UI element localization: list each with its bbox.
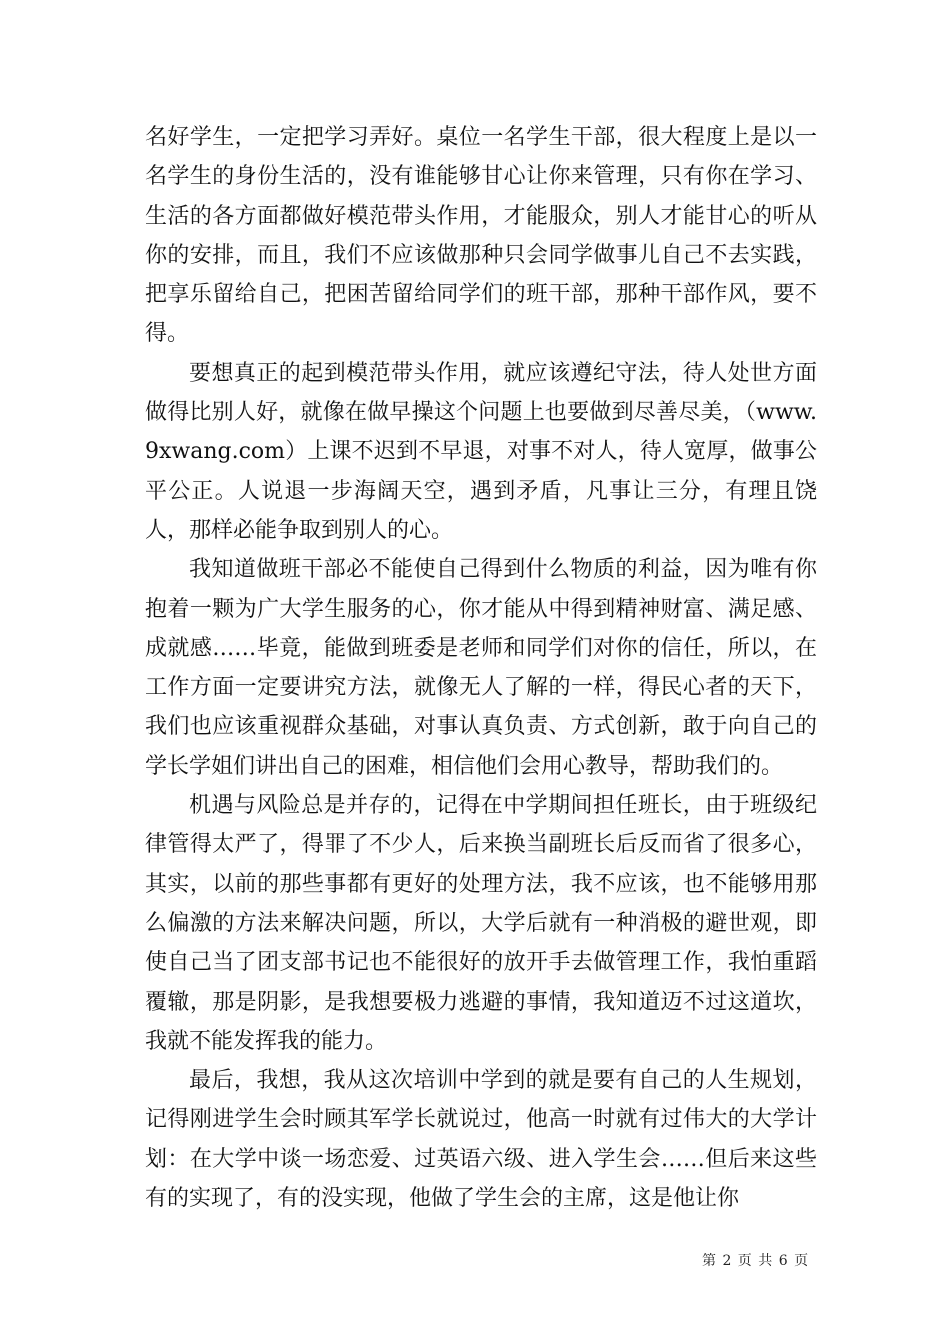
paragraph-3: 我知道做班干部必不能使自己得到什么物质的利益，因为唯有你抱着一颗为广大学生服务的心，你才能从中得到精神财富、满足感、成就感……毕竟，能做到班委是老师和同学们对你的信任，所以，在工作方面一定要讲究方法，就像无人了解的一样，得民心者的天下，我们也应该重视群众基础，对事认真负责、方式创新，敢于向自己的学长学姐们讲出自己的困难，相信他们会用心教导，帮助我们的。 xyxy=(145,557,817,779)
paragraph-2: 要想真正的起到模范带头作用，就应该遵纪守法，待人处世方面做得比别人好，就像在做早操这个问题上也要做到尽善尽美，（www.9xwang.com）上课不迟到不早退，对事不对人，待人宽厚，做事公平公正。人说退一步海阔天空，遇到矛盾，凡事让三分，有理且饶人，那样必能争取到别人的心。 xyxy=(145,360,817,543)
paragraph-1: 名好学生，一定把学习弄好。桌位一名学生干部，很大程度上是以一名学生的身份生活的，没有谁能够甘心让你来管理，只有你在学习、生活的各方面都做好模范带头作用，才能服众，别人才能甘心的听从你的安排，而且，我们不应该做那种只会同学做事儿自己不去实践，把享乐留给自己，把困苦留给同学们的班干部，那种干部作风，要不得。 xyxy=(145,125,817,347)
page-number: 第 2 页 共 6 页 xyxy=(702,1253,810,1269)
document-body xyxy=(145,118,817,1218)
paragraph-4: 机遇与风险总是并存的，记得在中学期间担任班长，由于班级纪律管得太严了，得罪了不少人，后来换当副班长后反而省了很多心，其实，以前的那些事都有更好的处理方法，我不应该，也不能够用那么偏激的方法来解决问题，所以，大学后就有一种消极的避世观，即使自己当了团支部书记也不能很好的放开手去做管理工作，我怕重蹈覆辙，那是阴影，是我想要极力逃避的事情，我知道迈不过这道坎，我就不能发挥我的能力。 xyxy=(145,793,817,1054)
paragraph-5: 最后，我想，我从这次培训中学到的就是要有自己的人生规划，记得刚进学生会时顾其军学长就说过，他高一时就有过伟大的大学计划：在大学中谈一场恋爱、过英语六级、进入学生会……但后来这些有的实现了，有的没实现，他做了学生会的主席，这是他让你 xyxy=(145,1068,817,1212)
